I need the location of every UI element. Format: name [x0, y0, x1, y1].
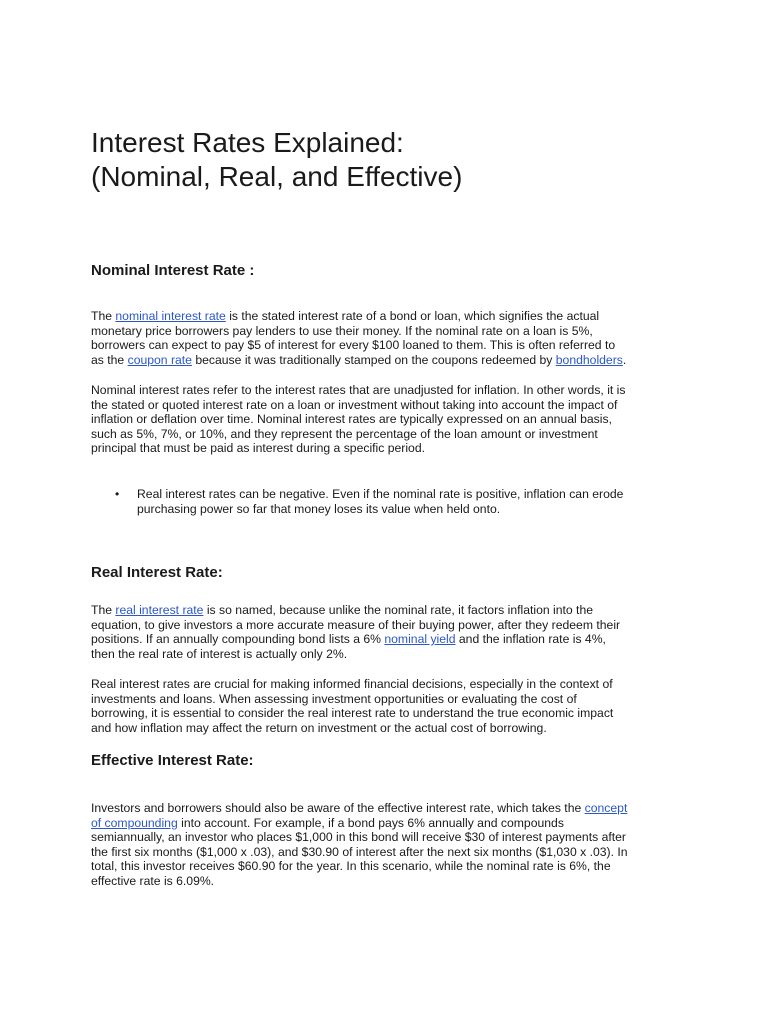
- title-line-2: (Nominal, Real, and Effective): [91, 161, 463, 192]
- bullet-dot-icon: •: [115, 487, 120, 501]
- real-paragraph-1: The real interest rate is so named, because unlike the nominal rate, it factors inflation into the equation, to give investors a more accurate measure of their buying power, after they redeem their positions. If an annually compounding bond lists a 6% nominal yield and the inflation rate is 4%, then the real rate of interest is actually only 2%.: [91, 603, 621, 661]
- nominal-heading: Nominal Interest Rate :: [91, 262, 255, 279]
- effective-heading: Effective Interest Rate:: [91, 752, 254, 769]
- nominal-interest-rate-link[interactable]: nominal interest rate: [115, 309, 226, 323]
- title-line-1: Interest Rates Explained:: [91, 127, 404, 158]
- nominal-paragraph-2: Nominal interest rates refer to the interest rates that are unadjusted for inflation. In other words, it is the stated or quoted interest rate on a loan or investment without taking into account the impact of inflation or deflation over time. Nominal interest rates are typically expressed on an annual basis, such as 5%, 7%, or 10%, and they represent the percentage of the loan amount or investment principal that must be paid as interest during a specific period.: [91, 383, 626, 456]
- real-paragraph-2: Real interest rates are crucial for making informed financial decisions, especially in the context of investments and loans. When assessing investment opportunities or evaluating the cost of borrowing, it is essential to consider the real interest rate to understand the true economic impact and how inflation may affect the return on investment or the actual cost of borrowing.: [91, 677, 614, 735]
- bondholders-link[interactable]: bondholders: [555, 352, 623, 367]
- page-title: [91, 126, 691, 194]
- bullet-text: Real interest rates can be negative. Even if the nominal rate is positive, inflation can erode purchasing power so far that money loses its value when held onto.: [137, 487, 624, 516]
- nominal-paragraph-1: The nominal interest rate is the stated interest rate of a bond or loan, which signifies the actual monetary price borrowers pay lenders to use their money. If the nominal rate on a loan is 5%, borrowers can expect to pay $5 of interest for every $100 loaned to them. This is often referred to as the coupon rate because it was traditionally stamped on the coupons redeemed by bondholders.: [91, 309, 627, 367]
- real-interest-rate-link[interactable]: real interest rate: [115, 603, 204, 617]
- nominal-yield-link[interactable]: nominal yield: [384, 632, 456, 647]
- coupon-rate-link[interactable]: coupon rate: [127, 352, 192, 367]
- concept-of-compounding-link-part-2[interactable]: of compounding: [91, 815, 178, 830]
- real-heading: Real Interest Rate:: [91, 564, 223, 581]
- effective-paragraph-1: Investors and borrowers should also be aware of the effective interest rate, which takes the concept of compounding into account. For example, if a bond pays 6% annually and compounds semiannually, an investor who places $1,000 in this bond will receive $30 of interest payments after the first six months ($1,000 x .03), and $30.90 of interest after the next six months ($1,030 x .03). In total, this investor receives $60.90 for the year. In this scenario, while the nominal rate is 6%, the effective rate is 6.09%.: [91, 801, 628, 888]
- concept-of-compounding-link-part-1[interactable]: concept: [584, 801, 628, 815]
